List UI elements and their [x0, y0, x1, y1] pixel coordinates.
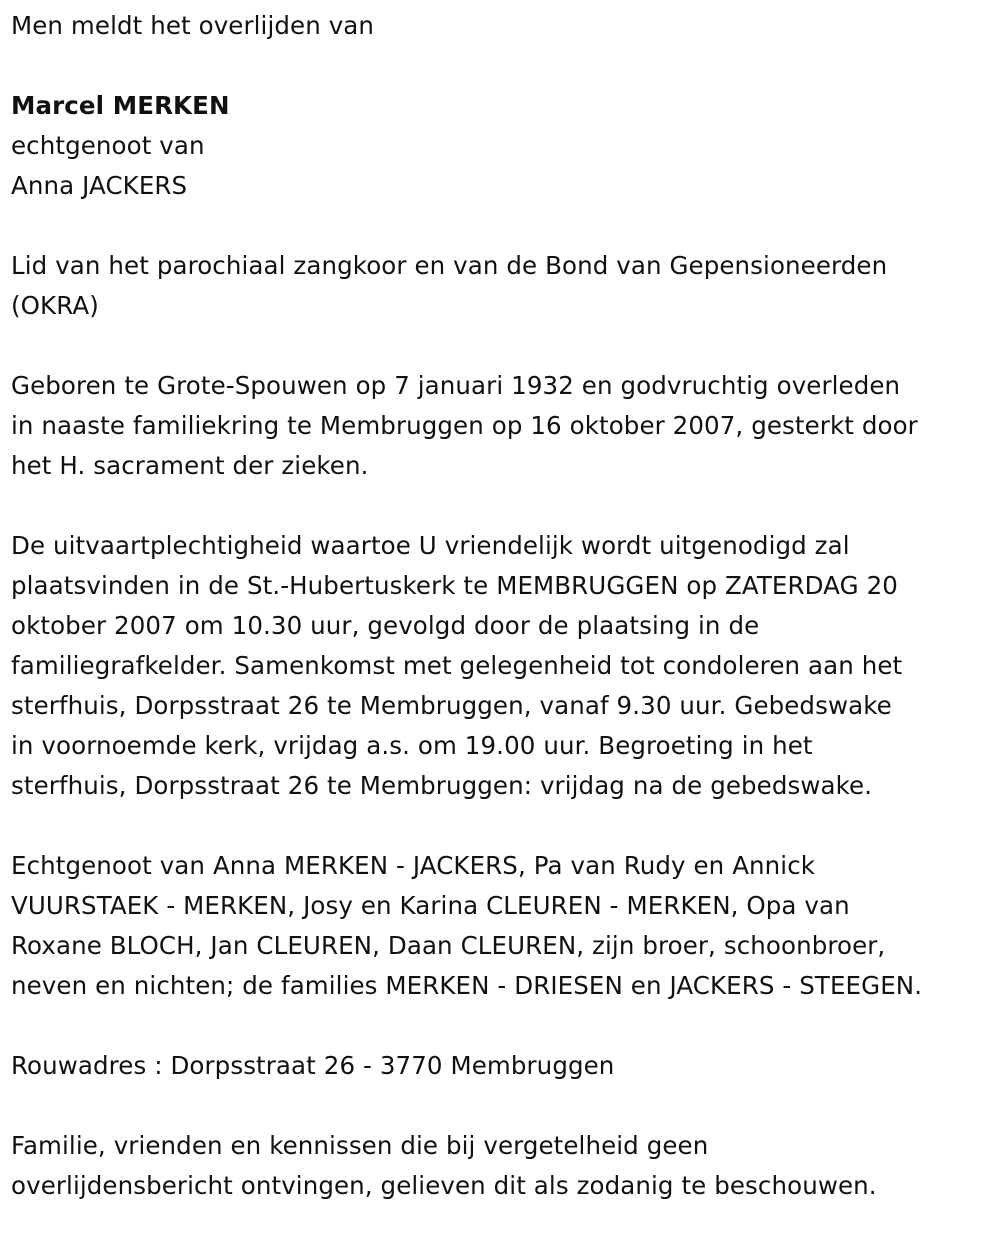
spouse-name: Anna JACKERS — [11, 171, 188, 200]
spacer — [11, 46, 990, 86]
closing-line: overlijdensbericht ontvingen, gelieven dit als zodanig te beschouwen. — [11, 1171, 877, 1200]
funeral-line: familiegrafkelder. Samenkomst met gelegenheid tot condoleren aan het — [11, 651, 903, 680]
spacer — [11, 1086, 990, 1126]
deceased-name: Marcel MERKEN — [11, 91, 230, 120]
membership-line: (OKRA) — [11, 291, 99, 320]
family-line: Echtgenoot van Anna MERKEN - JACKERS, Pa van Rudy en Annick — [11, 851, 816, 880]
spacer — [11, 206, 990, 246]
funeral-line: plaatsvinden in de St.-Hubertuskerk te MEMBRUGGEN op ZATERDAG 20 — [11, 571, 898, 600]
spacer — [11, 806, 990, 846]
funeral-line: De uitvaartplechtigheid waartoe U vriendelijk wordt uitgenodigd zal — [11, 531, 850, 560]
spacer — [11, 326, 990, 366]
relation-text: echtgenoot van — [11, 131, 205, 160]
spacer — [11, 1006, 990, 1046]
family-line: neven en nichten; de families MERKEN - DRIESEN en JACKERS - STEEGEN. — [11, 971, 923, 1000]
funeral-line: sterfhuis, Dorpsstraat 26 te Membruggen: vrijdag na de gebedswake. — [11, 771, 873, 800]
membership-line: Lid van het parochiaal zangkoor en van de Bond van Gepensioneerden — [11, 251, 888, 280]
intro-text: Men meldt het overlijden van — [11, 11, 375, 40]
mourning-address: Rouwadres : Dorpsstraat 26 - 3770 Membruggen — [11, 1051, 615, 1080]
birth-death-line: het H. sacrament der zieken. — [11, 451, 369, 480]
funeral-line: in voornoemde kerk, vrijdag a.s. om 19.00 uur. Begroeting in het — [11, 731, 813, 760]
birth-death-line: Geboren te Grote-Spouwen op 7 januari 1932 en godvruchtig overleden — [11, 371, 901, 400]
family-line: VUURSTAEK - MERKEN, Josy en Karina CLEUREN - MERKEN, Opa van — [11, 891, 850, 920]
closing-line: Familie, vrienden en kennissen die bij vergetelheid geen — [11, 1131, 709, 1160]
funeral-line: sterfhuis, Dorpsstraat 26 te Membruggen, vanaf 9.30 uur. Gebedswake — [11, 691, 892, 720]
family-line: Roxane BLOCH, Jan CLEUREN, Daan CLEUREN, zijn broer, schoonbroer, — [11, 931, 886, 960]
spacer — [11, 486, 990, 526]
funeral-line: oktober 2007 om 10.30 uur, gevolgd door de plaatsing in de — [11, 611, 760, 640]
birth-death-line: in naaste familiekring te Membruggen op 16 oktober 2007, gesterkt door — [11, 411, 918, 440]
